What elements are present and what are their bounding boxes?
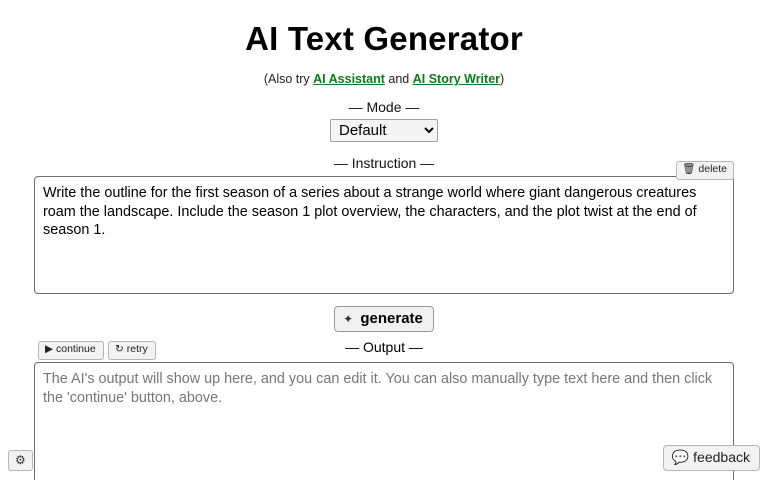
settings-button[interactable] (8, 450, 33, 471)
speech-bubble-icon: 💬 (671, 450, 690, 466)
delete-button[interactable] (676, 161, 734, 180)
retry-button-label: retry (126, 343, 148, 355)
generate-button-label: generate (360, 310, 423, 327)
link-ai-assistant[interactable]: AI Assistant (313, 72, 385, 86)
output-label: — Output — (345, 339, 423, 355)
subtitle-middle: and (384, 72, 413, 86)
mode-label: — Mode — (348, 99, 420, 115)
play-icon: ▶ (45, 343, 54, 355)
link-ai-story-writer[interactable]: AI Story Writer (412, 72, 501, 86)
feedback-button[interactable] (663, 445, 760, 471)
instruction-label: — Instruction — (333, 155, 435, 171)
mode-row (0, 119, 768, 142)
generate-button[interactable] (334, 306, 434, 332)
settings-glyph-icon: ⚙ (15, 453, 26, 467)
subtitle (0, 72, 768, 86)
subtitle-prefix: (Also try (263, 72, 314, 86)
output-header (34, 341, 734, 357)
page-title: AI Text Generator (245, 20, 523, 57)
continue-button-label: continue (56, 343, 96, 355)
instruction-input[interactable] (34, 176, 734, 294)
refresh-icon: ↻ (115, 343, 124, 355)
trash-icon: 🗑 (682, 163, 696, 175)
mode-select[interactable] (330, 119, 438, 142)
delete-button-label: delete (698, 163, 727, 175)
output-section (34, 362, 734, 480)
subtitle-suffix: ) (500, 72, 505, 86)
feedback-button-label: feedback (693, 449, 750, 465)
sparkle-icon: ✦ (343, 312, 354, 326)
output-input[interactable] (34, 362, 734, 480)
generate-row (0, 306, 768, 332)
